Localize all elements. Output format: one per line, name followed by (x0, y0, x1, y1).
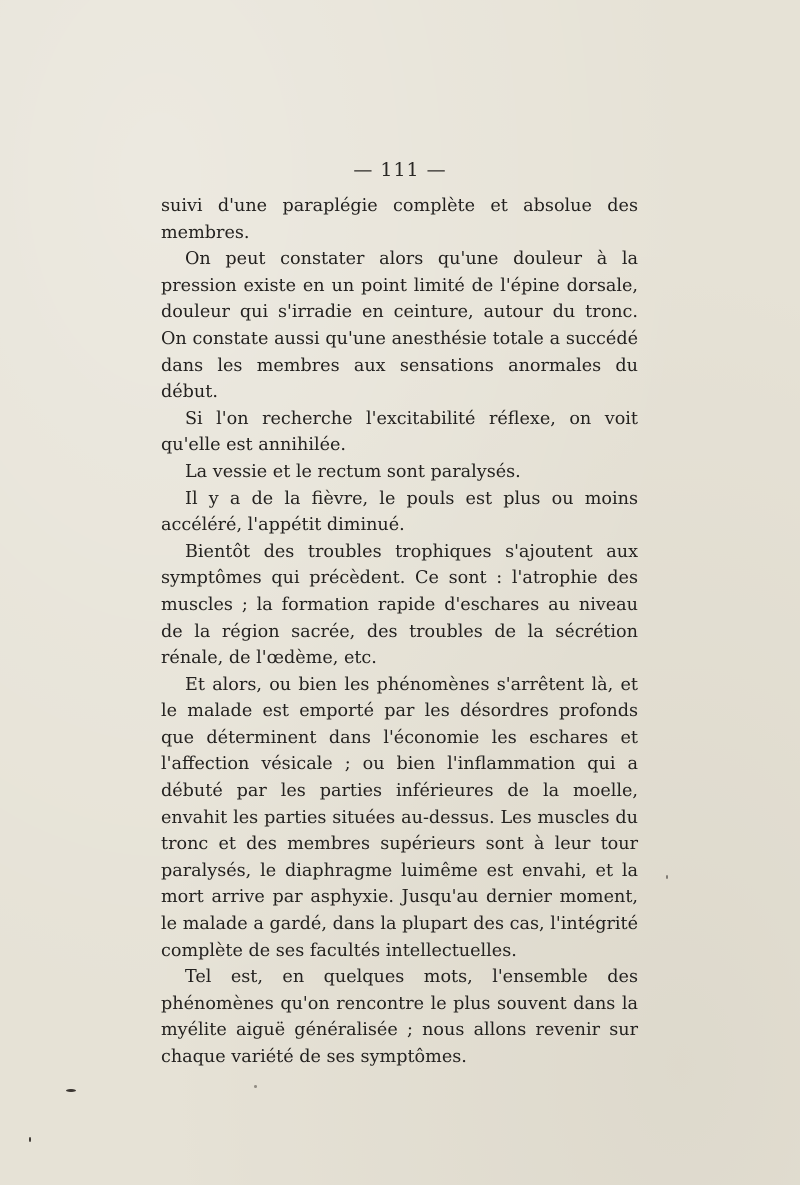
paper-speck (666, 875, 668, 879)
paragraph-continuation: suivi d'une paraplégie complète et absolue des membres. (161, 196, 638, 243)
paper-speck (66, 1089, 76, 1092)
paragraph: Si l'on recherche l'excitabilité réflexe, on voit qu'elle est annihilée. (161, 408, 638, 456)
paragraph: La vessie et le rectum sont paralysés. (185, 461, 521, 482)
paragraph: Bientôt des troubles trophiques s'ajoutent aux symptômes qui précèdent. Ce sont : l'atrophie des muscles ; la formation rapide d'eschares au niveau de la région sacrée, des troubles de la sécrétion rénale, de l'œdème, etc. (161, 541, 638, 669)
paper-speck (29, 1137, 31, 1142)
paper-speck (254, 1085, 257, 1088)
paragraph: On peut constater alors qu'une douleur à la pression existe en un point limité de l'épine dorsale, douleur qui s'irradie en ceinture, autour du tronc. On constate aussi qu'une anesthésie totale a succédé dans les membres aux sensations anormales du début. (161, 249, 638, 403)
paragraph: Tel est, en quelques mots, l'ensemble des phénomènes qu'on rencontre le plus souvent dans la myélite aiguë généralisée ; nous allons revenir sur chaque variété de ses symptômes. (161, 967, 638, 1067)
body-text (161, 193, 638, 1071)
page-number: — 111 — (353, 159, 447, 181)
paragraph: Il y a de la fièvre, le pouls est plus ou moins accéléré, l'appétit diminué. (161, 488, 638, 536)
paragraph: Et alors, ou bien les phénomènes s'arrêtent là, et le malade est emporté par les désordres profonds que déterminent dans l'économie les eschares et l'affection vésicale ; ou bien l'inflammation qui a débuté par les parties inférieures de la moelle, envahit les parties situées au-dessus. Les muscles du tronc et des membres supérieurs sont à leur tour paralysés, le diaphragme luimême est envahi, et la mort arrive par asphyxie. Jusqu'au dernier moment, le malade a gardé, dans la plupart des cas, l'intégrité complète de ses facultés intellectuelles. (161, 674, 638, 961)
